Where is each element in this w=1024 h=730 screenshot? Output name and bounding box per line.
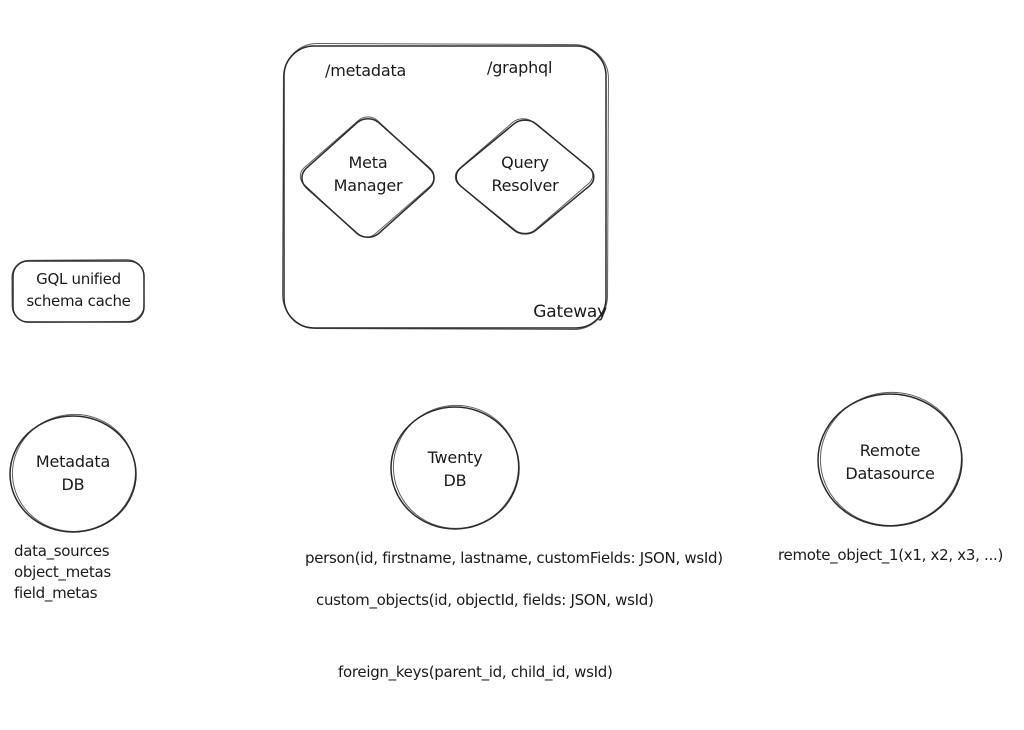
- remote-datasource-label: Remote Datasource: [845, 441, 935, 483]
- metadata-db-tables-list: [14, 541, 111, 604]
- table-line: field_metas: [14, 584, 98, 602]
- meta-manager-label: Meta Manager: [333, 153, 403, 195]
- custom-objects-table-label: custom_objects(id, objectId, fields: JSON, wsId): [316, 591, 654, 609]
- person-table-label: person(id, firstname, lastname, customFields: JSON, wsId): [305, 549, 723, 567]
- query-resolver-label: Query Resolver: [491, 153, 559, 195]
- remote-object-table-label: remote_object_1(x1, x2, x3, ...): [778, 546, 1004, 564]
- table-line: data_sources: [14, 542, 110, 560]
- endpoint-metadata-label: /metadata: [325, 61, 407, 80]
- twenty-db-label: Twenty DB: [427, 448, 483, 490]
- table-line: object_metas: [14, 563, 111, 581]
- schema-cache-label: GQL unified schema cache: [26, 270, 131, 310]
- metadata-db-label: Metadata DB: [35, 452, 111, 494]
- foreign-keys-table-label: foreign_keys(parent_id, child_id, wsId): [338, 663, 613, 681]
- endpoint-graphql-label: /graphql: [487, 58, 553, 77]
- gateway-label: Gateway: [533, 302, 607, 322]
